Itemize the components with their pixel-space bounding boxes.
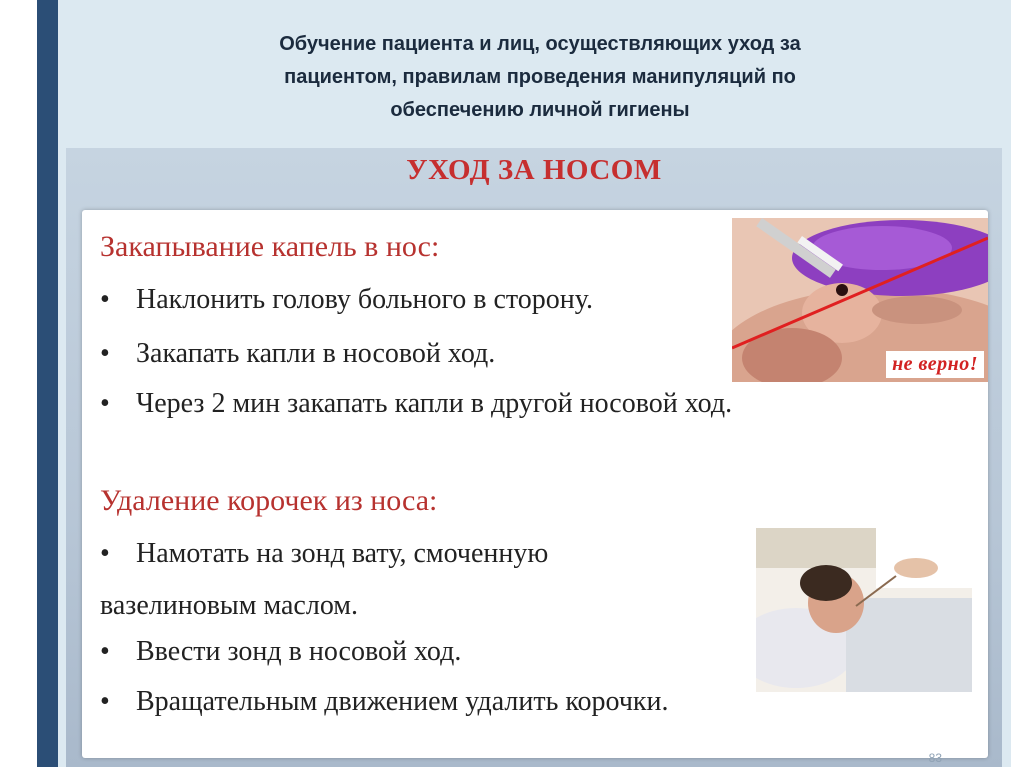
- content-card: [82, 210, 988, 758]
- bullet-text: Вращательным движением удалить корочки.: [136, 686, 669, 717]
- incorrect-label: не верно!: [886, 351, 984, 378]
- bullet-icon: •: [100, 388, 110, 419]
- bullet-icon: •: [100, 284, 110, 315]
- bullet-text: Закапать капли в носовой ход.: [136, 338, 496, 369]
- bullet-text: Наклонить голову больного в сторону.: [136, 284, 593, 315]
- slide-number: 83: [928, 751, 942, 765]
- slide-heading: УХОД ЗА НОСОМ: [406, 154, 662, 186]
- bullet-icon: •: [100, 538, 110, 569]
- nose-drops-photo: [732, 218, 988, 382]
- list-item-continuation: [100, 590, 358, 622]
- list-item: [100, 388, 732, 420]
- bullet-text: Через 2 мин закапать капли в другой носовой ход.: [136, 388, 733, 419]
- bullet-icon: •: [100, 338, 110, 369]
- bullet-icon: •: [100, 636, 110, 667]
- list-item: [100, 538, 548, 570]
- section-title-crusts: Удаление корочек из носа:: [100, 484, 438, 517]
- left-accent-bar: [37, 0, 58, 767]
- list-item: [100, 338, 495, 370]
- bullet-icon: •: [100, 686, 110, 717]
- crust-removal-photo: [756, 528, 972, 692]
- list-item: [100, 686, 669, 718]
- bullet-text: вазелиновым маслом.: [100, 590, 359, 621]
- bullet-text: Ввести зонд в носовой ход.: [136, 636, 462, 667]
- list-item: [100, 636, 461, 668]
- embedded-slide: [66, 148, 1002, 767]
- crust-removal-illustration: [756, 528, 972, 692]
- bullet-text: Намотать на зонд вату, смоченную: [136, 538, 549, 569]
- list-item: [100, 284, 593, 316]
- section-title-drops: Закапывание капель в нос:: [100, 230, 440, 263]
- page-title: Обучение пациента и лиц, осуществляющих уход за пациентом, правилам проведения манипуляций по обеспечению личной гигиены: [279, 33, 801, 121]
